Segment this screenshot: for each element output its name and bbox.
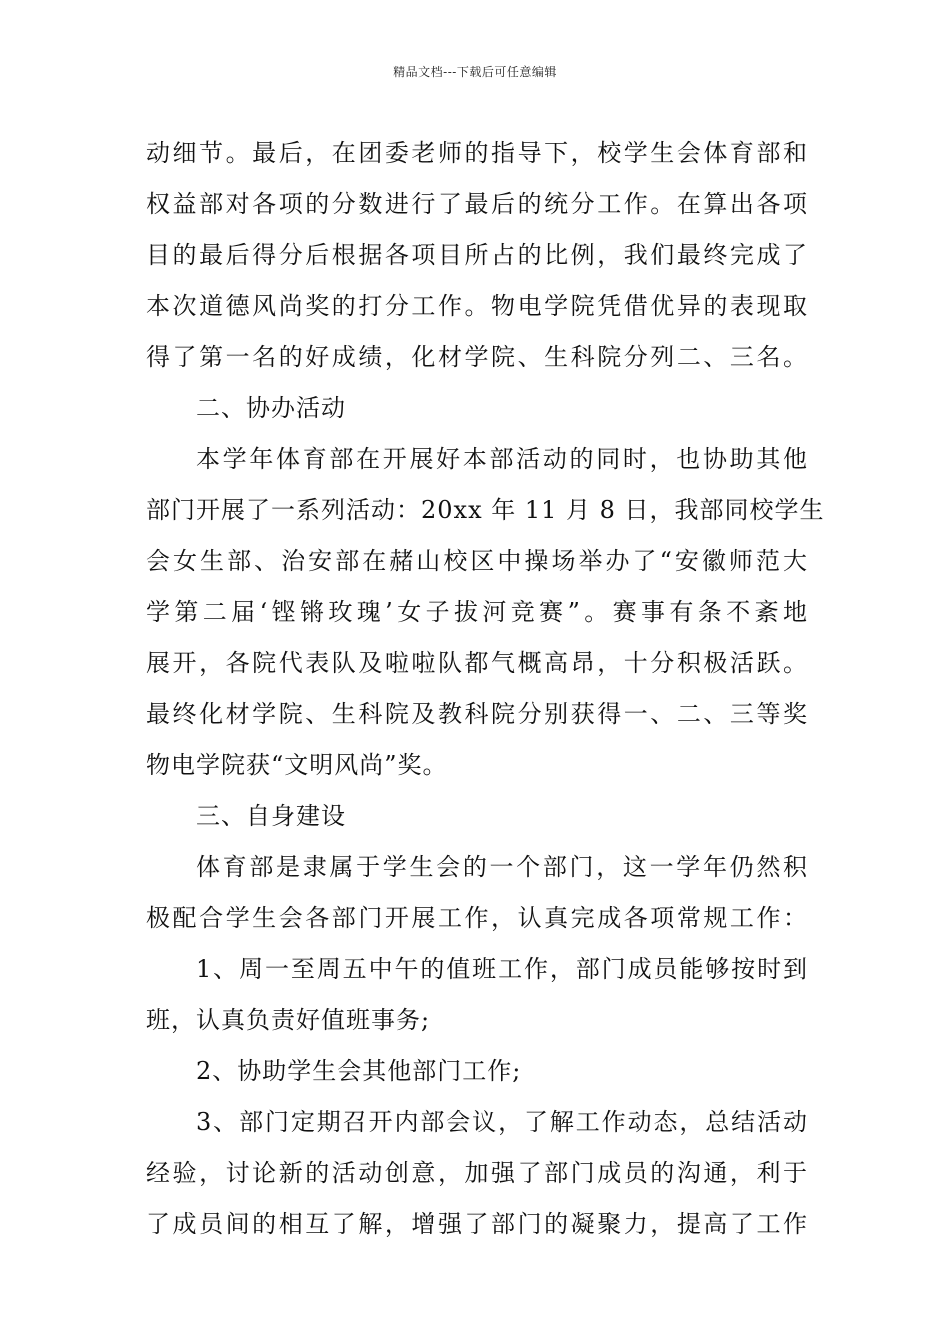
list-item: 1、周一至周五中午的值班工作，部门成员能够按时到 <box>196 955 808 983</box>
body-line: 权益部对各项的分数进行了最后的统分工作。在算出各项 <box>146 190 808 218</box>
body-line: 得了第一名的好成绩，化材学院、生科院分列二、三名。 <box>146 343 808 371</box>
section-heading: 二、协办活动 <box>196 394 346 422</box>
list-item-continuation: 班，认真负责好值班事务; <box>146 1006 431 1034</box>
body-line: 学第二届‘铿锵玫瑰’女子拔河竞赛”。赛事有条不紊地 <box>146 598 808 626</box>
body-line: 部门开展了一系列活动：20xx 年 11 月 8 日，我部同校学生 <box>146 496 825 524</box>
body-line: 本次道德风尚奖的打分工作。物电学院凭借优异的表现取 <box>146 292 808 320</box>
list-item-continuation: 经验，讨论新的活动创意，加强了部门成员的沟通，利于 <box>146 1159 808 1187</box>
list-item: 3、部门定期召开内部会议，了解工作动态，总结活动 <box>196 1108 808 1136</box>
body-line: 体育部是隶属于学生会的一个部门，这一学年仍然积 <box>196 853 808 881</box>
body-line: 最终化材学院、生科院及教科院分别获得一、二、三等奖 <box>146 700 808 728</box>
body-line: 动细节。最后，在团委老师的指导下，校学生会体育部和 <box>146 139 808 167</box>
body-line: 会女生部、治安部在赭山校区中操场举办了“安徽师范大 <box>146 547 808 575</box>
section-heading: 三、自身建设 <box>196 802 346 830</box>
list-item-continuation: 了成员间的相互了解，增强了部门的凝聚力，提高了工作 <box>146 1210 808 1238</box>
list-item: 2、协助学生会其他部门工作; <box>196 1057 522 1085</box>
body-line: 目的最后得分后根据各项目所占的比例，我们最终完成了 <box>146 241 808 269</box>
page-header: 精品文档---下载后可任意编辑 <box>393 65 557 79</box>
body-line: 展开，各院代表队及啦啦队都气概高昂，十分积极活跃。 <box>146 649 808 677</box>
body-line: 本学年体育部在开展好本部活动的同时，也协助其他 <box>196 445 808 473</box>
document-body <box>146 128 825 1250</box>
body-line: 极配合学生会各部门开展工作，认真完成各项常规工作： <box>146 904 808 932</box>
body-line: 物电学院获“文明风尚”奖。 <box>146 751 448 779</box>
